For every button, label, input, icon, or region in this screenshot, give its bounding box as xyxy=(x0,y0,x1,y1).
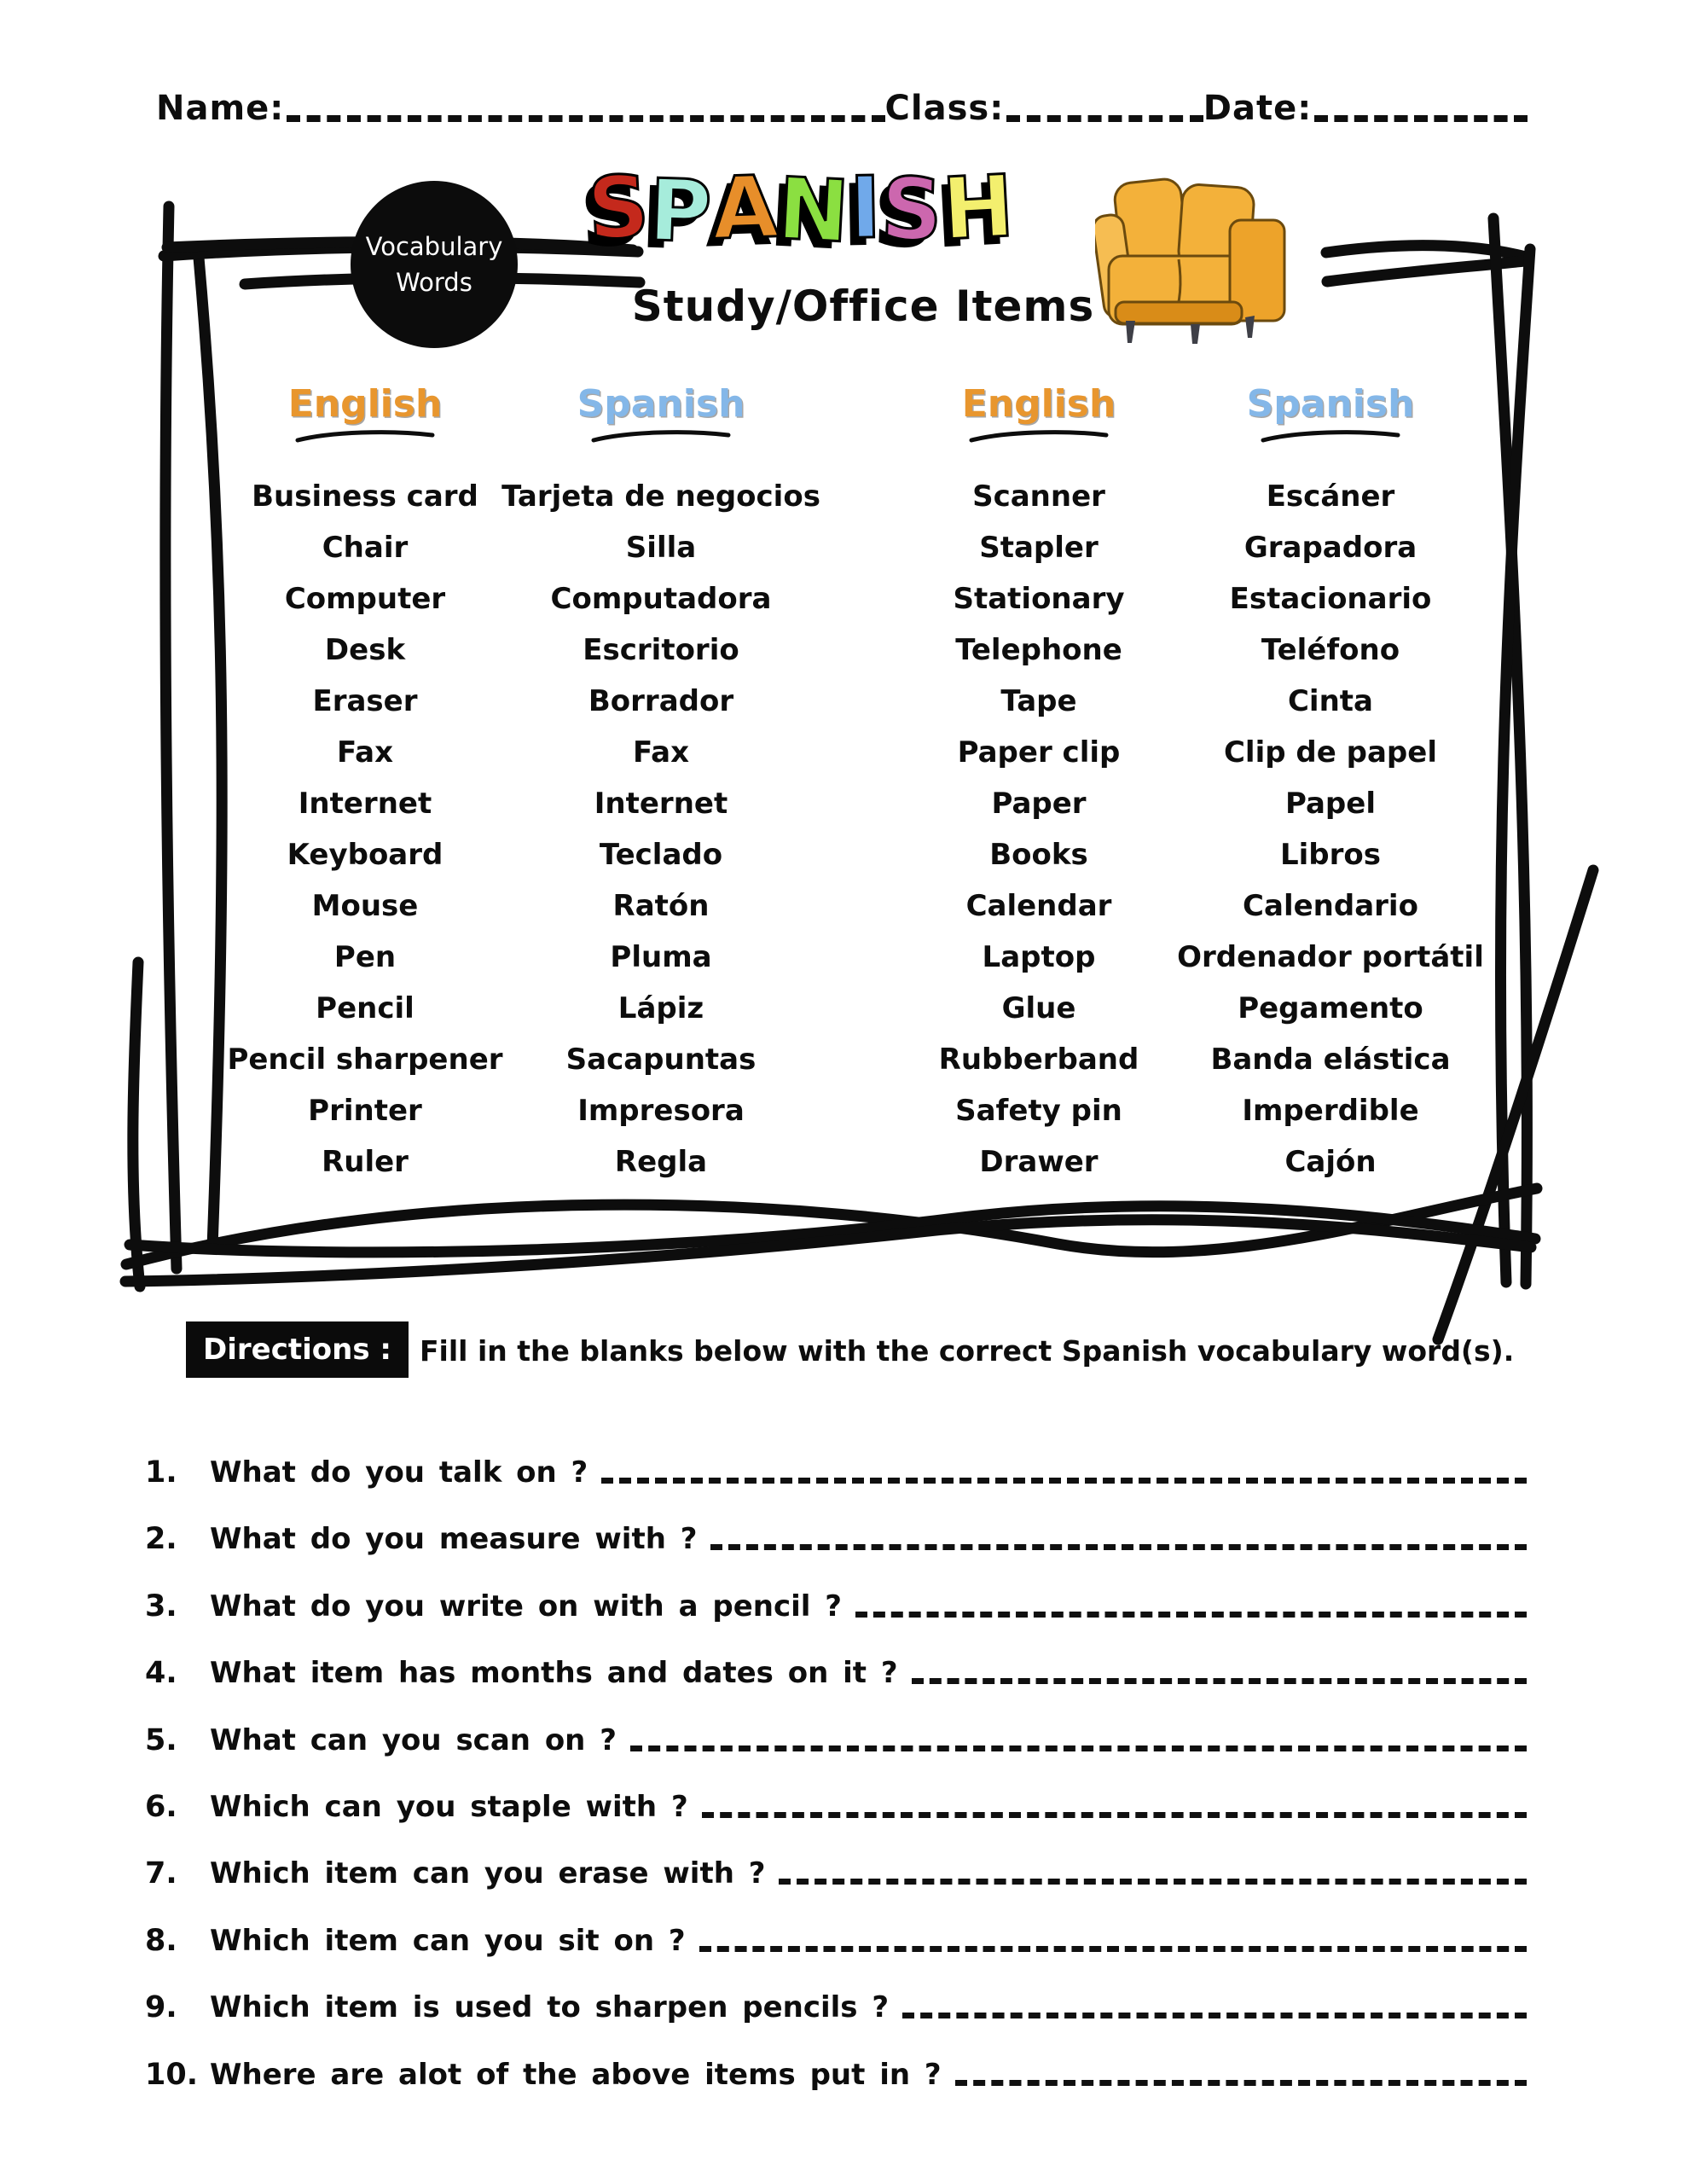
question-row xyxy=(145,1980,1527,2024)
header-underline-swoosh xyxy=(588,427,733,444)
question-number: 9. xyxy=(145,1990,177,2025)
title-letter: P xyxy=(647,160,714,263)
vocab-word: Eraser xyxy=(312,684,418,718)
title-letter: H xyxy=(939,155,1017,260)
question-number: 3. xyxy=(145,1589,177,1623)
answer-blank xyxy=(630,1745,1527,1751)
vocab-word: Silla xyxy=(625,531,697,565)
vocab-word: Ratón xyxy=(612,889,710,923)
question-row xyxy=(145,1579,1527,1623)
vocab-word: Business card xyxy=(252,479,478,514)
vocab-word: Pluma xyxy=(610,940,712,974)
vocab-word: Rubberband xyxy=(938,1043,1139,1077)
vocab-word: Fax xyxy=(632,735,690,770)
answer-blank xyxy=(955,2080,1527,2086)
vocab-word: Estacionario xyxy=(1229,582,1432,616)
vocab-word: Computadora xyxy=(550,582,772,616)
vocab-words-english-1 xyxy=(203,471,527,1188)
vocab-word: Fax xyxy=(336,735,394,770)
vocab-words-spanish-2 xyxy=(1168,471,1493,1188)
question-number: 4. xyxy=(145,1656,177,1691)
question-text: Where are alot of the above items put in ? xyxy=(210,2057,942,2092)
vocabulary-words-badge xyxy=(351,181,518,348)
vocab-column-spanish-2 xyxy=(1168,382,1493,1179)
answer-blank xyxy=(902,2013,1527,2018)
question-number: 5. xyxy=(145,1722,177,1757)
vocab-words-english-2 xyxy=(877,471,1201,1188)
vocab-word: Libros xyxy=(1279,838,1382,872)
column-header-english-2: English xyxy=(961,382,1116,426)
header-underline-swoosh xyxy=(293,427,438,444)
vocab-word: Paper clip xyxy=(957,735,1121,770)
vocab-word: Clip de papel xyxy=(1223,735,1437,770)
vocab-column-spanish-1 xyxy=(499,382,823,1179)
vocab-word: Sacapuntas xyxy=(565,1043,757,1077)
question-text: Which item is used to sharpen pencils ? xyxy=(210,1990,890,2025)
vocab-word: Printer xyxy=(308,1094,422,1128)
vocab-word: Lápiz xyxy=(617,991,704,1025)
vocab-word: Internet xyxy=(298,787,432,821)
vocab-word: Cajón xyxy=(1284,1145,1377,1179)
column-header-spanish-2: Spanish xyxy=(1246,382,1415,426)
name-label: Name: xyxy=(156,89,285,128)
vocab-word: Drawer xyxy=(979,1145,1099,1179)
question-text: What do you talk on ? xyxy=(210,1455,588,1490)
column-header-spanish-1: Spanish xyxy=(577,382,745,426)
badge-line2: Words xyxy=(396,268,472,297)
question-text: Which item can you erase with ? xyxy=(210,1856,766,1891)
vocab-word: Ruler xyxy=(322,1145,409,1179)
vocab-word: Mouse xyxy=(311,889,419,923)
vocab-word: Computer xyxy=(284,582,446,616)
title-letter: I xyxy=(848,157,882,258)
question-text: What can you scan on ? xyxy=(210,1722,617,1757)
vocab-column-english-1 xyxy=(203,382,527,1179)
vocab-word: Internet xyxy=(594,787,728,821)
vocab-word: Laptop xyxy=(982,940,1096,974)
class-label: Class: xyxy=(884,89,1005,128)
vocab-word: Grapadora xyxy=(1244,531,1417,565)
vocab-column-english-2 xyxy=(877,382,1201,1179)
vocab-word: Pegamento xyxy=(1238,991,1423,1025)
vocab-word: Impresora xyxy=(577,1094,745,1128)
header-underline-swoosh xyxy=(1258,427,1403,444)
question-row xyxy=(145,1914,1527,1958)
vocab-word: Calendar xyxy=(965,889,1112,923)
vocab-word: Keyboard xyxy=(287,838,443,872)
answer-blank xyxy=(710,1544,1527,1550)
directions-text: Fill in the blanks below with the correct Spanish vocabulary word(s). xyxy=(420,1334,1515,1368)
vocab-word: Tarjeta de negocios xyxy=(501,479,820,514)
question-number: 10. xyxy=(145,2057,199,2092)
vocab-word: Escáner xyxy=(1266,479,1395,514)
answer-blank xyxy=(912,1678,1527,1684)
vocab-word: Teclado xyxy=(599,838,723,872)
answer-blank xyxy=(702,1812,1527,1818)
vocab-word: Imperdible xyxy=(1242,1094,1419,1128)
question-row xyxy=(145,1646,1527,1690)
vocab-word: Banda elástica xyxy=(1210,1043,1451,1077)
vocab-word: Cinta xyxy=(1287,684,1373,718)
question-text: Which item can you sit on ? xyxy=(210,1923,686,1958)
vocab-word: Desk xyxy=(324,633,406,667)
question-row xyxy=(145,1512,1527,1556)
date-label: Date: xyxy=(1203,89,1313,128)
vocab-words-spanish-1 xyxy=(499,471,823,1188)
vocab-word: Pencil sharpener xyxy=(227,1043,503,1077)
title-letter: S xyxy=(585,156,652,259)
badge-line1: Vocabulary xyxy=(365,232,503,261)
vocab-word: Paper xyxy=(991,787,1087,821)
question-row xyxy=(145,1713,1527,1757)
column-header-english-1: English xyxy=(287,382,443,426)
question-number: 8. xyxy=(145,1923,177,1958)
vocab-word: Pen xyxy=(333,940,397,974)
question-row xyxy=(145,1846,1527,1891)
vocab-word: Telephone xyxy=(955,633,1122,667)
answer-blank xyxy=(779,1879,1527,1885)
title-letter: N xyxy=(774,158,852,263)
vocab-word: Regla xyxy=(614,1145,708,1179)
header-underline-swoosh xyxy=(966,427,1111,444)
vocab-word: Ordenador portátil xyxy=(1177,940,1484,974)
questions-list xyxy=(145,1445,1527,2136)
directions-label: Directions : xyxy=(186,1321,409,1378)
question-text: Which can you staple with ? xyxy=(210,1790,688,1824)
question-row xyxy=(145,2048,1527,2092)
question-number: 2. xyxy=(145,1522,177,1557)
vocab-word: Scanner xyxy=(972,479,1105,514)
vocab-word: Borrador xyxy=(588,684,734,718)
vocab-word: Teléfono xyxy=(1261,633,1400,667)
couch-icon xyxy=(1095,174,1293,345)
answer-blank xyxy=(855,1612,1527,1618)
title-letter: A xyxy=(710,156,780,259)
question-row xyxy=(145,1780,1527,1824)
vocab-word: Pencil xyxy=(316,991,415,1025)
question-text: What do you measure with ? xyxy=(210,1522,698,1557)
vocab-word: Glue xyxy=(1001,991,1076,1025)
question-row xyxy=(145,1445,1527,1490)
title-word xyxy=(585,155,1017,263)
vocab-word: Tape xyxy=(1000,684,1077,718)
question-number: 7. xyxy=(145,1856,177,1891)
vocab-word: Stapler xyxy=(979,531,1099,565)
answer-blank xyxy=(601,1478,1527,1484)
subtitle: Study/Office Items xyxy=(631,282,1095,331)
question-text: What do you write on with a pencil ? xyxy=(210,1589,842,1623)
vocab-word: Escritorio xyxy=(583,633,739,667)
vocab-word: Papel xyxy=(1284,787,1376,821)
title-letter: S xyxy=(878,158,944,261)
vocab-word: Stationary xyxy=(953,582,1125,616)
vocab-word: Safety pin xyxy=(955,1094,1122,1128)
vocab-word: Books xyxy=(989,838,1088,872)
answer-blank xyxy=(699,1946,1527,1952)
vocab-word: Calendario xyxy=(1243,889,1418,923)
question-number: 1. xyxy=(145,1455,177,1490)
question-number: 6. xyxy=(145,1790,177,1824)
vocab-word: Chair xyxy=(322,531,409,565)
question-text: What item has months and dates on it ? xyxy=(210,1656,898,1691)
